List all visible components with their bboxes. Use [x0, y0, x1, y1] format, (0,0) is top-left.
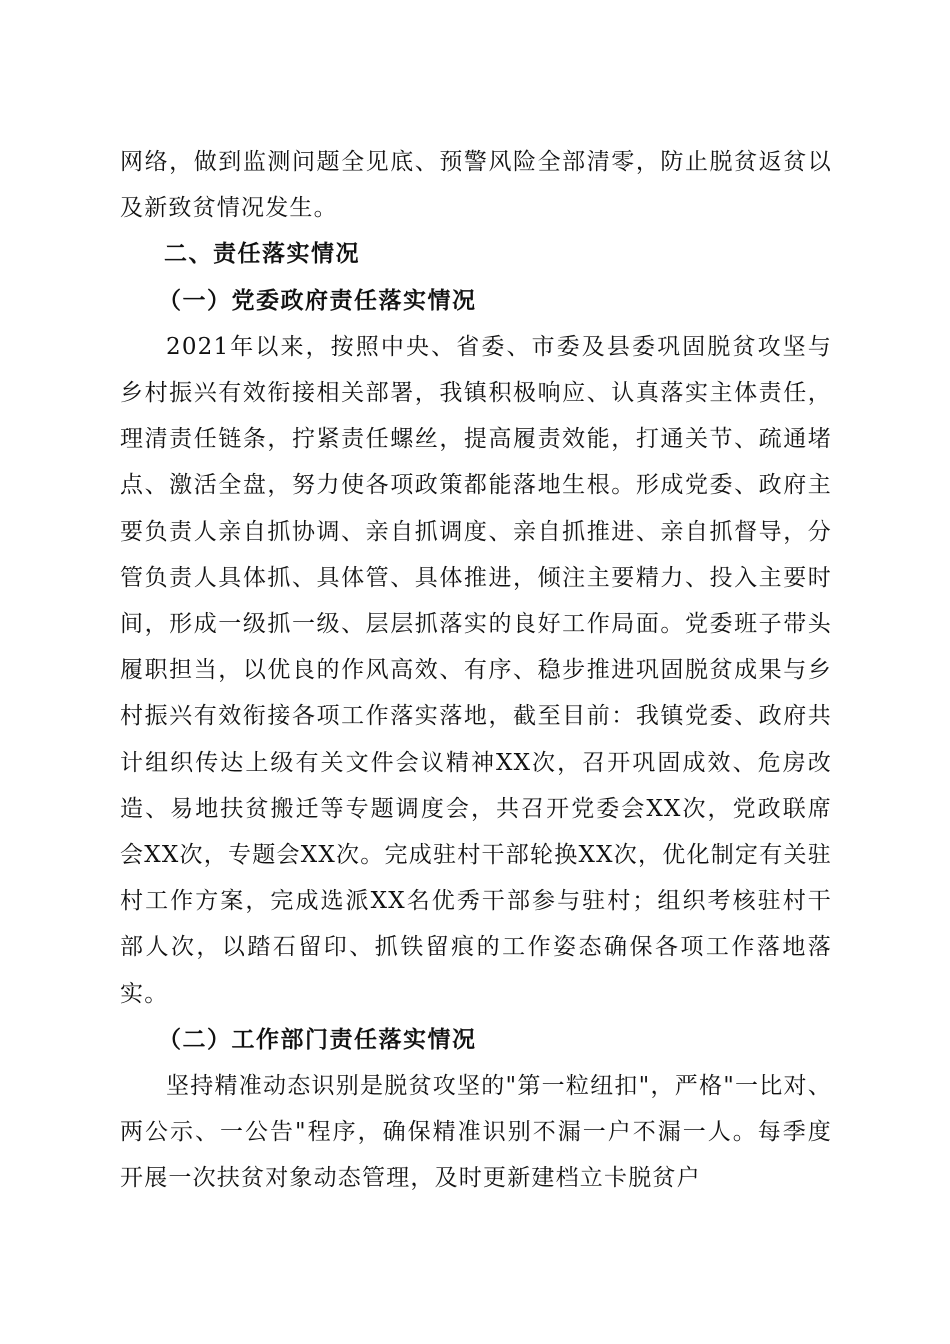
subsection-heading-1: （一）党委政府责任落实情况 — [158, 286, 477, 314]
document-body — [120, 139, 832, 1202]
paragraph-continued: 网络，做到监测问题全见底、预警风险全部清零，防止脱贫返贫以及新致贫情况发生。 — [120, 149, 832, 222]
paragraph-party-responsibility: 2021年以来，按照中央、省委、市委及县委巩固脱贫攻坚与乡村振兴有效衔接相关部署，我镇积极响应、认真落实主体责任，理清责任链条，拧紧责任螺丝，提高履责效能，打通关节、疏通堵点、激活全盘，努力使各项政策都能落地生根。形成党委、政府主要负责人亲自抓协调、亲自抓调度、亲自抓推进、亲自抓督导，分管负责人具体抓、具体管、具体推进，倾注主要精力、投入主要时间，形成一级抓一级、层层抓落实的良好工作局面。党委班子带头履职担当，以优良的作风高效、有序、稳步推进巩固脱贫成果与乡村振兴有效衔接各项工作落实落地，截至目前：我镇党委、政府共计组织传达上级有关文件会议精神XX次，召开巩固成效、危房改造、易地扶贫搬迁等专题调度会，共召开党委会XX次，党政联席会XX次，专题会XX次。完成驻村干部轮换XX次，优化制定有关驻村工作方案，完成选派XX名优秀干部参与驻村；组织考核驻村干部人次，以踏石留印、抓铁留痕的工作姿态确保各项工作落地落实。 — [120, 333, 832, 1007]
section-heading-2: 二、责任落实情况 — [164, 241, 360, 268]
subsection-heading-2: （二）工作部门责任落实情况 — [158, 1025, 477, 1053]
paragraph-department-responsibility: 坚持精准动态识别是脱贫攻坚的"第一粒纽扣"，严格"一比对、两公示、一公告"程序，确保精准识别不漏一户不漏一人。每季度开展一次扶贫对象动态管理，及时更新建档立卡脱贫户 — [120, 1073, 832, 1192]
